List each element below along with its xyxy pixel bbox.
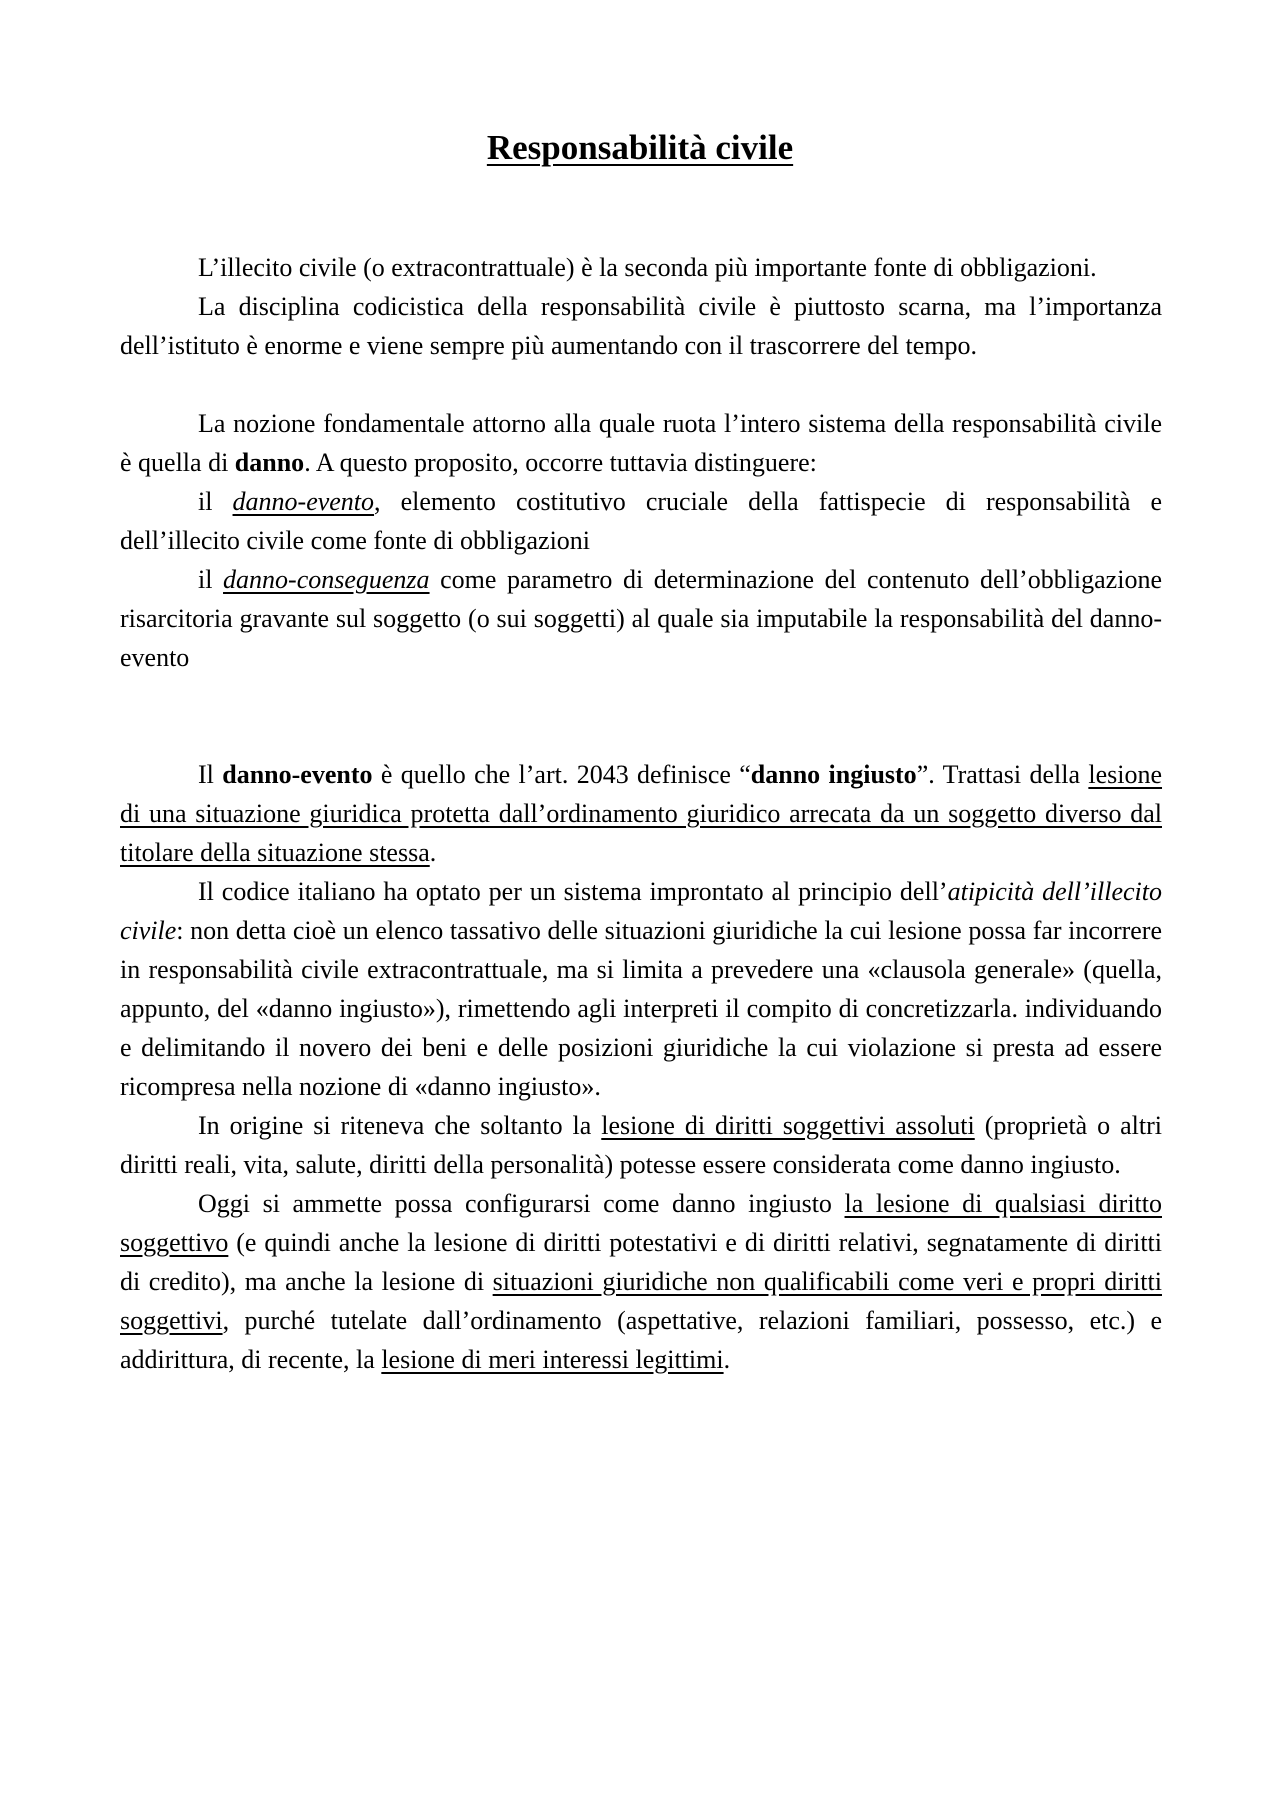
paragraph-6-text-d: . bbox=[429, 838, 437, 867]
underlined-diritti-assoluti: lesione di diritti soggettivi assoluti bbox=[601, 1111, 975, 1140]
document-body bbox=[120, 248, 1162, 1379]
paragraph-6-text-a: Il bbox=[198, 760, 223, 789]
paragraph-5 bbox=[120, 560, 1162, 677]
spacer bbox=[120, 365, 1162, 404]
term-atipicita: atipicità dell’illecito civile bbox=[120, 877, 1162, 945]
underlined-interessi-legittimi: lesione di meri interessi legittimi bbox=[381, 1345, 724, 1374]
paragraph-3 bbox=[120, 404, 1162, 482]
paragraph-2: La disciplina codicistica della responsabilità civile è piuttosto scarna, ma l’importanza dell’istituto è enorme e viene sempre più aumentando con il trascorrere del tempo. bbox=[120, 292, 1162, 360]
paragraph-6-text-c: ”. Trattasi della bbox=[916, 760, 1089, 789]
paragraph-9-text-d: . bbox=[723, 1345, 731, 1374]
term-danno-ingiusto: danno ingiusto bbox=[750, 760, 917, 789]
underlined-definition: lesione di una situazione giuridica protetta dall’ordinamento giuridico arrecata da un soggetto diverso dal titolare della situazione stessa bbox=[120, 760, 1163, 867]
paragraph-6-text-b: è quello che l’art. 2043 definisce “ bbox=[372, 760, 751, 789]
page-title bbox=[0, 127, 1280, 169]
paragraph-9 bbox=[120, 1184, 1162, 1379]
paragraph-3-text-a: La nozione fondamentale attorno alla quale ruota l’intero sistema della responsabilità civile è quella di bbox=[120, 409, 1162, 477]
paragraph-1: L’illecito civile (o extracontrattuale) è la seconda più importante fonte di obbligazioni. bbox=[198, 253, 1097, 282]
paragraph-8-text-a: In origine si riteneva che soltanto la bbox=[198, 1111, 602, 1140]
paragraph-9-text-b: (e quindi anche la lesione di diritti potestativi e di diritti relativi, segnatamente di diritti di credito), ma anche la lesione di bbox=[120, 1228, 1162, 1296]
paragraph-9-text-a: Oggi si ammette possa configurarsi come danno ingiusto bbox=[198, 1189, 845, 1218]
paragraph-5-text-a: il bbox=[198, 565, 224, 594]
paragraph-6 bbox=[120, 755, 1162, 872]
term-danno: danno bbox=[234, 448, 305, 477]
paragraph-3-text-b: . A questo proposito, occorre tuttavia distinguere: bbox=[304, 448, 817, 477]
paragraph-4 bbox=[120, 482, 1162, 560]
page-title-text: Responsabilità civile bbox=[486, 128, 794, 167]
paragraph-7 bbox=[120, 872, 1162, 1106]
paragraph-8 bbox=[120, 1106, 1162, 1184]
term-danno-conseguenza: danno-conseguenza bbox=[223, 565, 430, 594]
spacer bbox=[120, 677, 1162, 755]
paragraph-4-text-a: il bbox=[198, 487, 233, 516]
paragraph-5-text-b: come parametro di determinazione del contenuto dell’obbligazione risarcitoria gravante sul soggetto (o sui soggetti) al quale sia imputabile la responsabilità del danno-evento bbox=[120, 565, 1162, 672]
paragraph-7-text-b: : non detta cioè un elenco tassativo delle situazioni giuridiche la cui lesione possa far incorrere in responsabilità civile extracontrattuale, ma si limita a prevedere una «clausola generale» (quella, appunto, del «danno ingiusto»), rimettendo agli interpreti il compito di concretizzarla. individuando e delimitando il novero dei beni e delle posizioni giuridiche la cui violazione si presta ad essere ricompresa nella nozione di «danno ingiusto». bbox=[120, 916, 1162, 1101]
paragraph-4-text-b: , elemento costitutivo cruciale della fattispecie di responsabilità e dell’illecito civile come fonte di obbligazioni bbox=[120, 487, 1162, 555]
paragraph-8-text-b: (proprietà o altri diritti reali, vita, salute, diritti della personalità) potesse essere considerata come danno ingiusto. bbox=[120, 1111, 1162, 1179]
paragraph-7-text-a: Il codice italiano ha optato per un sistema improntato al principio dell’ bbox=[198, 877, 948, 906]
paragraph-9-text-c: , purché tutelate dall’ordinamento (aspettative, relazioni familiari, possesso, etc.) e addirittura, di recente, la bbox=[120, 1306, 1162, 1374]
term-danno-evento: danno-evento bbox=[232, 487, 375, 516]
underlined-situazioni-giuridiche: situazioni giuridiche non qualificabili come veri e propri diritti soggettivi bbox=[120, 1267, 1162, 1335]
underlined-diritto-soggettivo: la lesione di qualsiasi diritto soggettivo bbox=[120, 1189, 1162, 1257]
term-danno-evento-bold: danno-evento bbox=[222, 760, 373, 789]
